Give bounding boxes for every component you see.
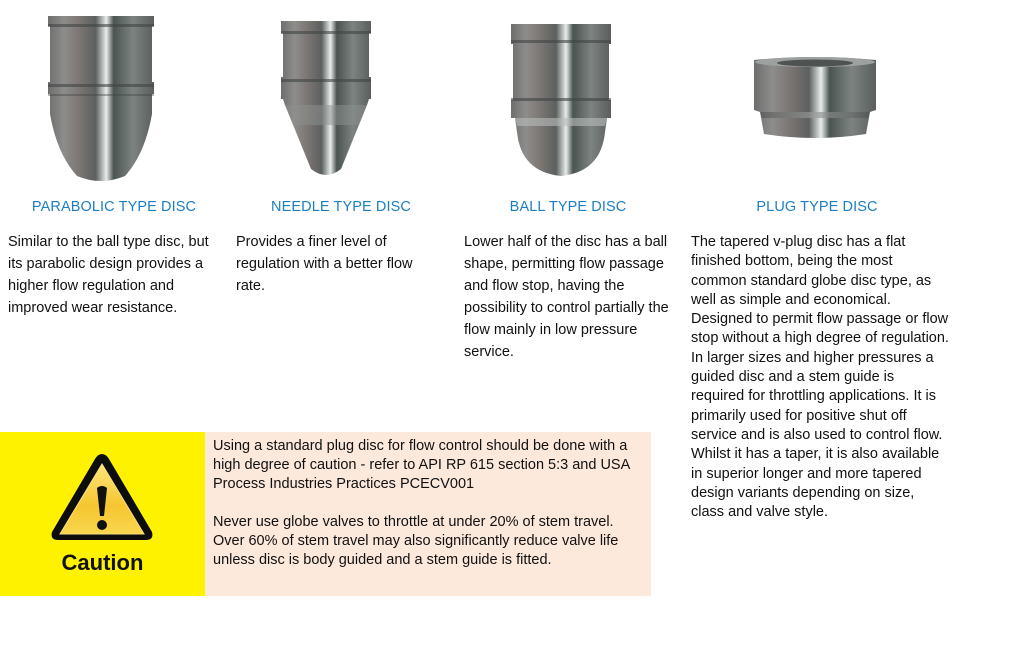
caution-label: Caution [61, 550, 144, 575]
caution-box [0, 432, 651, 596]
needle-disc-image [279, 19, 373, 179]
warning-triangle-icon [48, 450, 156, 544]
caution-side-panel [0, 432, 205, 596]
caution-paragraph-1: Using a standard plug disc for flow control should be done with a high degree of caution - refer to API RP 615 section 5:3 and USA Process Industries Practices PCECV001 [213, 438, 630, 492]
needle-disc-description: Provides a finer level of regulation with a better flow rate. [236, 234, 413, 294]
caution-text [213, 437, 648, 589]
ball-disc-title: BALL TYPE DISC [509, 199, 627, 215]
parabolic-disc-title: PARABOLIC TYPE DISC [31, 199, 197, 215]
plug-disc-image [752, 56, 878, 140]
ball-disc-image [509, 22, 613, 178]
parabolic-disc-image [45, 14, 157, 182]
plug-disc-description: The tapered v-plug disc has a flat finished bottom, being the most common standard globe disc type, as well as simple and economical. Designed to permit flow passage or flow stop without a high degree of regulation. In larger sizes and higher pressures a guided disc and a stem guide is required for throttling applications. It is primarily used for positive shut off service and is also used to control flow. Whilst it has a taper, it is also available in superior longer and more tapered design variants depending on size, class and valve style. [691, 234, 949, 521]
needle-disc-title: NEEDLE TYPE DISC [271, 199, 411, 215]
caution-paragraph-2: Never use globe valves to throttle at under 20% of stem travel. Over 60% of stem travel may also significantly reduce valve life unless disc is body guided and a stem guide is fitted. [213, 514, 619, 568]
ball-disc-description: Lower half of the disc has a ball shape, permitting flow passage and flow stop, having the possibility to control partially the flow mainly in low pressure service. [464, 234, 669, 360]
parabolic-disc-description: Similar to the ball type disc, but its parabolic design provides a higher flow regulation and improved wear resistance. [8, 234, 209, 316]
plug-disc-title: PLUG TYPE DISC [756, 199, 878, 215]
